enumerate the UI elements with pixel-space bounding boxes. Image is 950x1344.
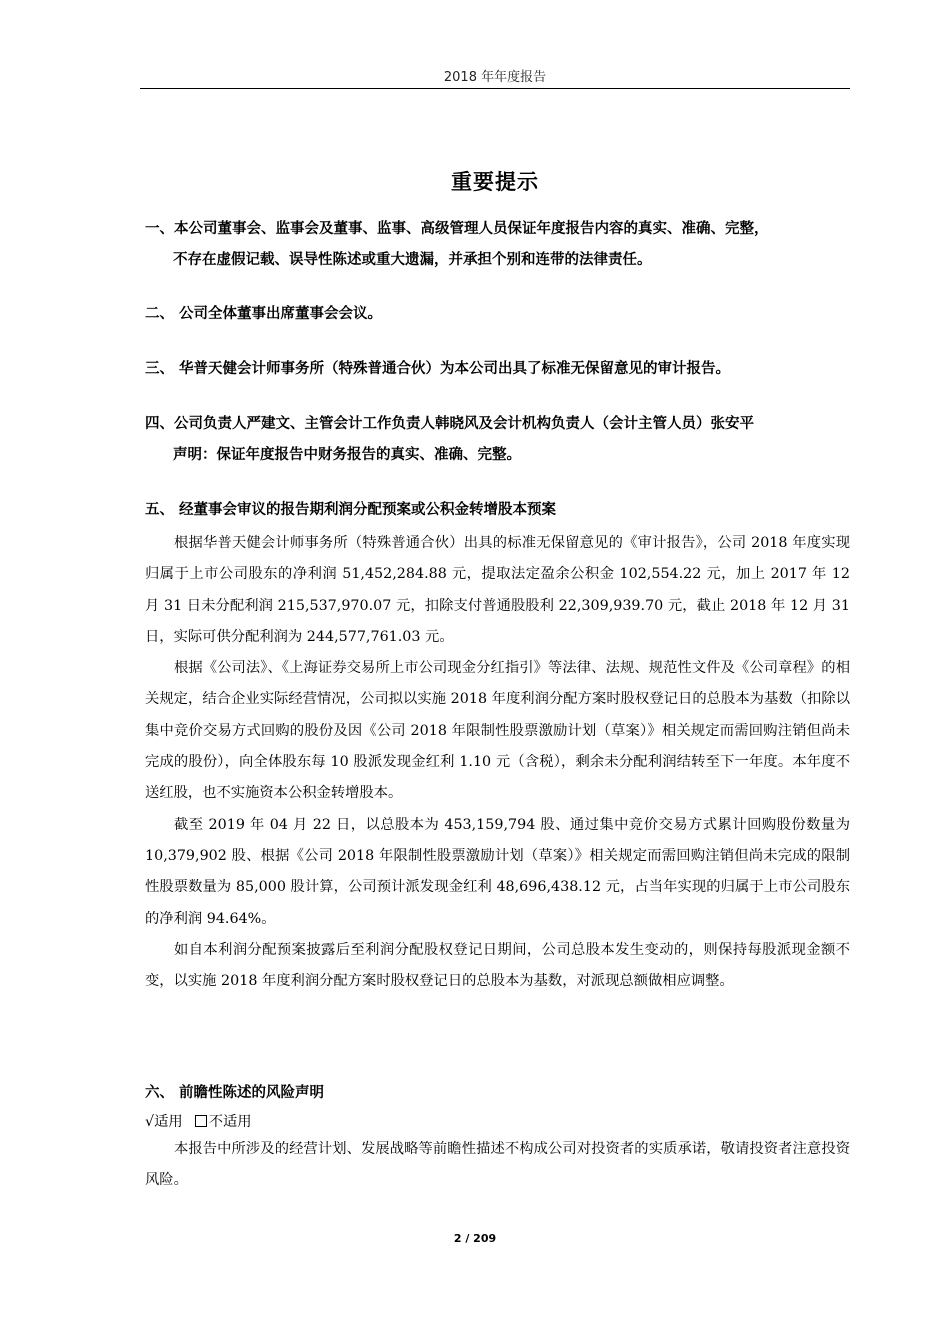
header-rule — [140, 88, 850, 89]
section-6-body — [145, 1134, 850, 1197]
section-5-paragraph: 如自本利润分配预案披露后至利润分配股权登记日期间，公司总股本发生变动的，则保持每股派现金额不变，以实施 2018 年度利润分配方案时股权登记日的总股本为基数，对派现总额做相应调整。 — [145, 941, 850, 990]
empty-checkbox-icon — [195, 1115, 207, 1127]
notice-item-2 — [145, 299, 850, 330]
notice-item-4-line2: 声明：保证年度报告中财务报告的真实、准确、完整。 — [173, 447, 521, 463]
section-6-paragraph: 本报告中所涉及的经营计划、发展战略等前瞻性描述不构成公司对投资者的实质承诺，敬请投资者注意投资风险。 — [145, 1141, 850, 1189]
section-5-heading: 五、 经董事会审议的报告期利润分配预案或公积金转增股本预案 — [145, 502, 557, 518]
notice-item-1-line2: 不存在虚假记载、误导性陈述或重大遗漏，并承担个别和连带的法律责任。 — [173, 252, 652, 268]
notice-item-1 — [145, 214, 850, 276]
applicability-options — [145, 1110, 252, 1134]
notice-item-3-line1: 三、 华普天健会计师事务所（特殊普通合伙）为本公司出具了标准无保留意见的审计报告。 — [145, 361, 731, 377]
notice-item-1-line1: 一、本公司董事会、监事会及董事、监事、高级管理人员保证年度报告内容的真实、准确、完整， — [145, 221, 769, 237]
notice-item-3 — [145, 354, 850, 385]
not-applicable-label: 不适用 — [208, 1114, 252, 1130]
applicable-label: 适用 — [154, 1114, 183, 1130]
notice-item-2-line1: 二、 公司全体董事出席董事会会议。 — [145, 306, 383, 322]
notice-item-4-line1: 四、公司负责人严建文、主管会计工作负责人韩晓风及会计机构负责人（会计主管人员）张安平 — [145, 416, 754, 432]
section-6-heading: 六、 前瞻性陈述的风险声明 — [145, 1085, 325, 1101]
header-title: 2018 年年度报告 — [443, 70, 547, 85]
section-5-paragraph: 根据《公司法》、《上海证券交易所上市公司现金分红指引》等法律、法规、规范性文件及《公司章程》的相关规定，结合企业实际经营情况，公司拟以实施 2018 年度利润分配方案时股权登记日的总股本为基数（扣除以集中竞价交易方式回购的股份及因《公司 2018 年限制性股票激励计划（草案）》相关规定而需回购注销但尚未完成的股份），向全体股东每 10 股派发现金红利 1.10 元（含税），剩余未分配利润结转至下一年度。本年度不送红股，也不实施资本公积金转增股本。 — [145, 660, 850, 802]
page-title: 重要提示 — [451, 170, 539, 194]
notice-item-4 — [145, 409, 850, 471]
section-5-paragraph: 截至 2019 年 04 月 22 日，以总股本为 453,159,794 股、通过集中竞价交易方式累计回购股份数量为 10,379,902 股、根据《公司 2018 年限制性股票激励计划（草案）》相关规定而需回购注销但尚未完成的限制性股票数量为 85,000 股计算，公司预计派发现金红利 48,696,438.12 元，占当年实现的归属于上市公司股东的净利润 94.64%。 — [145, 816, 850, 927]
check-mark-icon: √ — [145, 1114, 155, 1130]
page-number: 2 / 209 — [453, 1232, 497, 1245]
section-5-body — [145, 528, 850, 997]
section-5-paragraph: 根据华普天健会计师事务所（特殊普通合伙）出具的标准无保留意见的《审计报告》，公司 2018 年度实现归属于上市公司股东的净利润 51,452,284.88 元，提取法定盈余公积金 102,554.22 元，加上 2017 年 12 月 31 日未分配利润 215,537,970.07 元，扣除支付普通股股利 22,309,939.70 元，截止 2018 年 12 月 31 日，实际可供分配利润为 244,577,761.03 元。 — [145, 535, 850, 645]
